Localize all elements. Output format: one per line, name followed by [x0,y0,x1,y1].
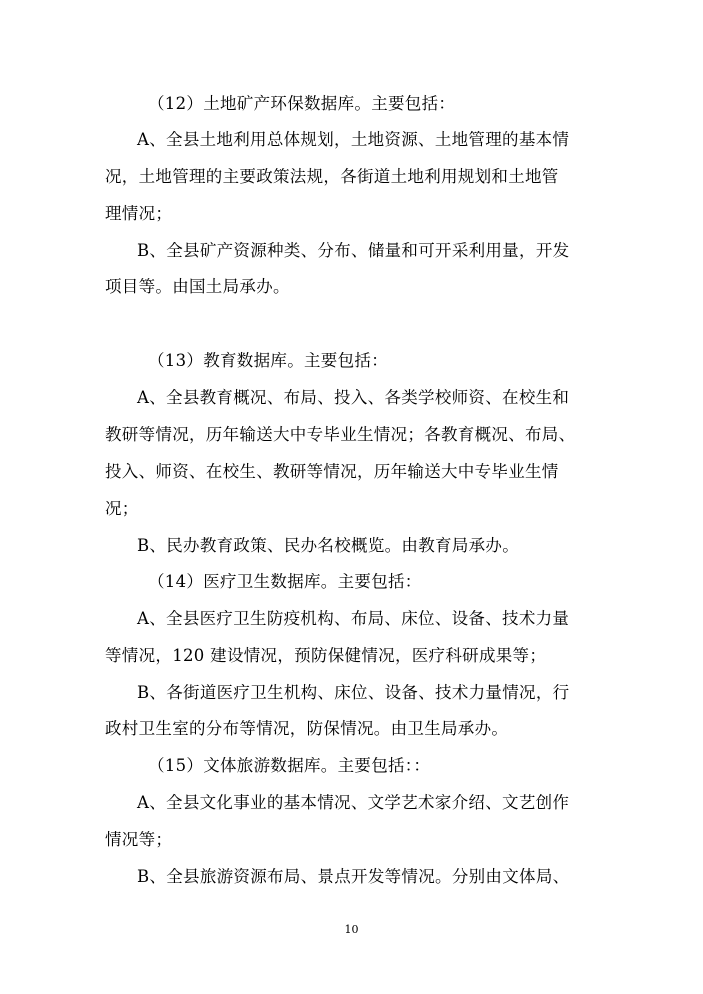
paragraph-line: 理情况； [105,204,173,223]
paragraph-line: A、全县土地利用总体规划，土地资源、土地管理的基本情 [137,130,570,149]
paragraph-line: B、各街道医疗卫生机构、床位、设备、技术力量情况，行 [137,683,570,702]
paragraph-line: A、全县文化事业的基本情况、文学艺术家介绍、文艺创作 [137,793,570,812]
paragraph-line: 项目等。由国土局承办。 [105,277,290,296]
section-heading: （12）土地矿产环保数据库。主要包括： [148,94,456,113]
paragraph-line: 况，土地管理的主要政策法规，各街道土地利用规划和土地管 [105,167,559,186]
paragraph-line: B、民办教育政策、民办名校概览。由教育局承办。 [137,536,520,555]
section-heading: （14）医疗卫生数据库。主要包括： [148,572,422,591]
paragraph-line: A、全县医疗卫生防疫机构、布局、床位、设备、技术力量 [137,609,570,628]
page-number: 10 [344,923,359,936]
section-heading: （13）教育数据库。主要包括： [148,351,388,370]
paragraph-line: B、全县矿产资源种类、分布、储量和可开采利用量，开发 [137,241,570,260]
paragraph-line: 等情况，120 建设情况，预防保健情况，医疗科研成果等； [105,646,547,665]
paragraph-line: 情况等； [105,830,173,849]
paragraph-line: B、全县旅游资源布局、景点开发等情况。分别由文体局、 [137,867,570,886]
paragraph-line: 教研等情况，历年输送大中专毕业生情况；各教育概况、布局、 [105,425,576,444]
paragraph-line: 投入、师资、在校生、教研等情况，历年输送大中专毕业生情 [105,462,559,481]
paragraph-line: 况； [105,499,139,518]
paragraph-line: 政村卫生室的分布等情况，防保情况。由卫生局承办。 [105,719,509,738]
section-heading: （15）文体旅游数据库。主要包括：： [148,756,431,775]
paragraph-line: A、全县教育概况、布局、投入、各类学校师资、在校生和 [137,388,570,407]
